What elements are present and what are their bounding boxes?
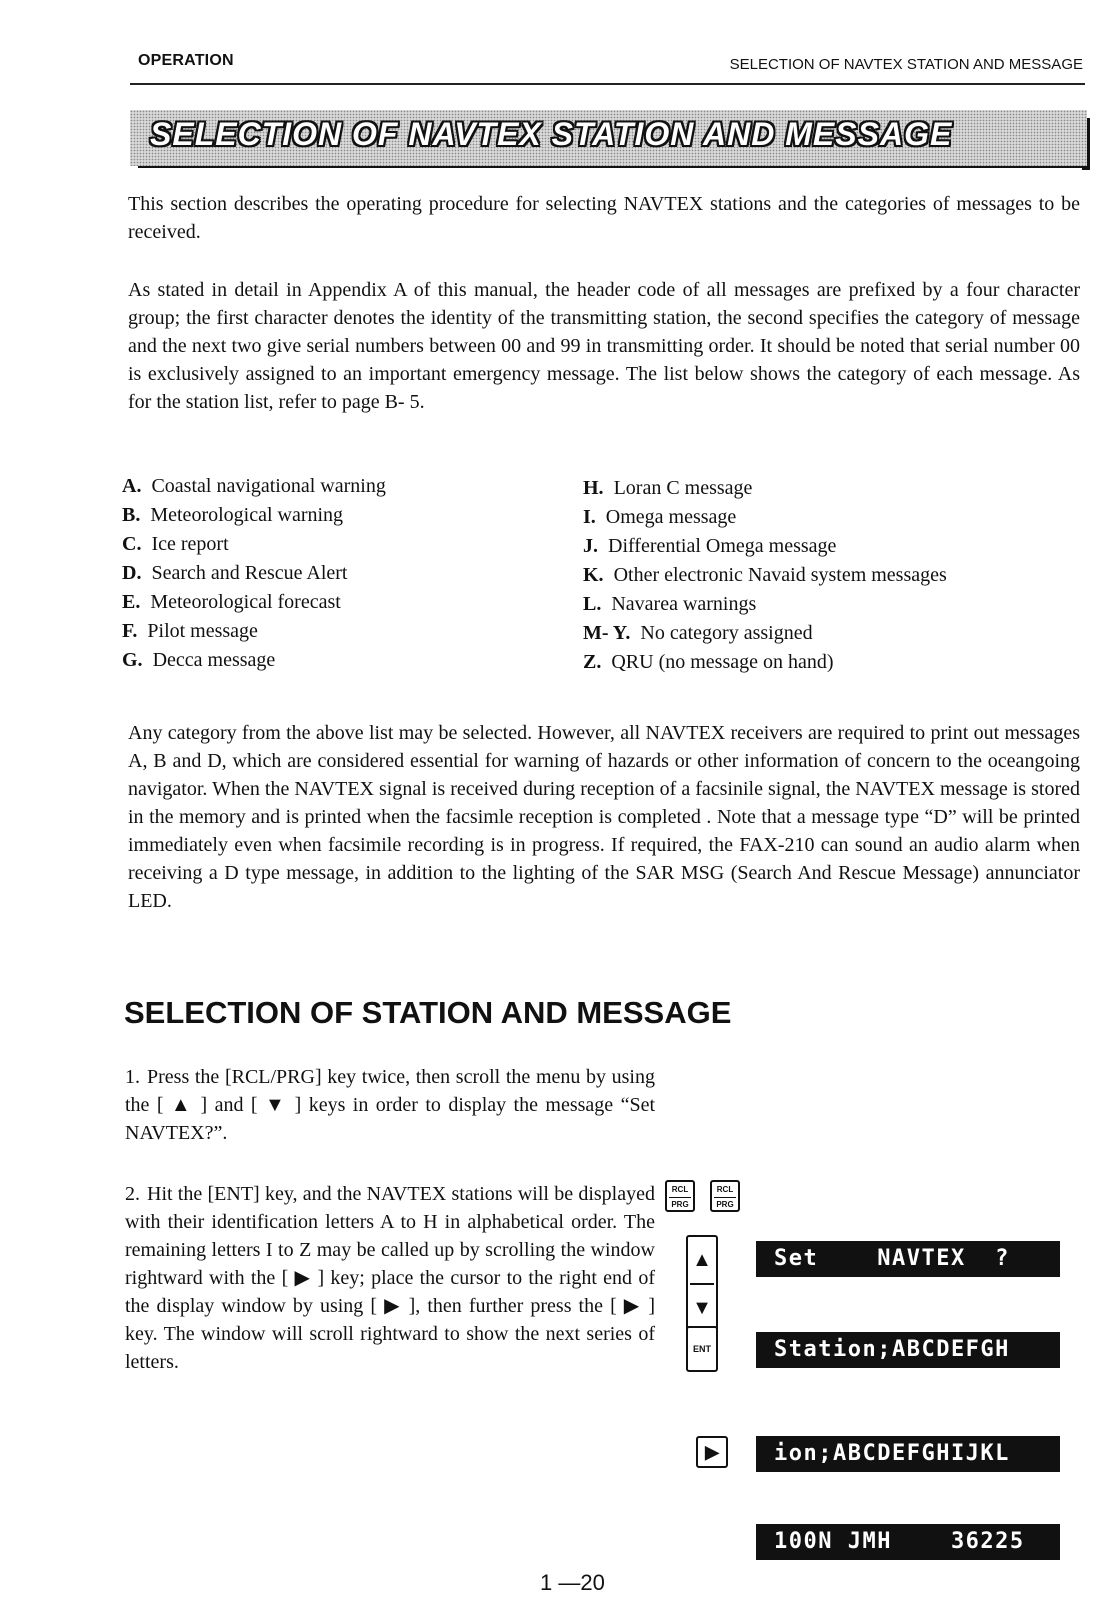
header-chapter-title: SELECTION OF NAVTEX STATION AND MESSAGE bbox=[729, 56, 1083, 73]
up-arrow-icon: ▲ bbox=[692, 1249, 712, 1271]
lcd-display-set-navtex: Set NAVTEX ? bbox=[756, 1241, 1060, 1277]
list-item: G. Decca message bbox=[122, 649, 276, 671]
list-item: J. Differential Omega message bbox=[583, 535, 837, 557]
section-heading: SELECTION OF STATION AND MESSAGE bbox=[124, 995, 732, 1030]
list-item: L. Navarea warnings bbox=[583, 593, 757, 615]
rcl-prg-key-icon: RCL PRG bbox=[665, 1180, 695, 1212]
ent-key-icon: ENT bbox=[686, 1326, 718, 1372]
intro-paragraph-2: As stated in detail in Appendix A of this manual, the header code of all messages are prefixed by a four character group; the first character denotes the identity of the transmitting station, the second specifies the category of message and the next two give serial numbers between 00 and 99 in transmitting order. It should be noted that serial number 00 is exclusively assigned to an important emergency message. The list below shows the category of each message. As for the station list, refer to page B- 5. bbox=[128, 279, 1080, 413]
list-item: H. Loran C message bbox=[583, 477, 753, 499]
header-rule bbox=[130, 83, 1085, 85]
banner-title: SELECTION OF NAVTEX STATION AND MESSAGE bbox=[150, 116, 953, 152]
list-item: E. Meteorological forecast bbox=[122, 591, 341, 613]
header-section-label: OPERATION bbox=[138, 52, 234, 69]
page-number: 1 —20 bbox=[540, 1570, 605, 1595]
lcd-display-scrolled: ion;ABCDEFGHIJKL bbox=[756, 1436, 1060, 1472]
lcd-display-station: Station;ABCDEFGH bbox=[756, 1332, 1060, 1368]
category-list-left bbox=[122, 472, 386, 675]
right-arrow-key-icon: ▶ bbox=[696, 1436, 728, 1468]
up-down-key-icon bbox=[686, 1235, 718, 1335]
step-1: 1. Press the [RCL/PRG] key twice, then scroll the menu by using the [ ▲ ] and [ ▼ ] keys in order to display the message “Set NAVTEX?”. bbox=[125, 1066, 655, 1144]
list-item: K. Other electronic Navaid system messages bbox=[583, 564, 947, 586]
category-list-right bbox=[583, 474, 947, 677]
intro-paragraph-1: This section describes the operating procedure for selecting NAVTEX stations and the categories of messages to be received. bbox=[128, 193, 1080, 243]
down-arrow-icon: ▼ bbox=[692, 1297, 712, 1319]
list-item: Z. QRU (no message on hand) bbox=[583, 651, 834, 673]
step-2: 2. Hit the [ENT] key, and the NAVTEX stations will be displayed with their identification letters A to H in alphabetical order. The remaining letters I to Z may be called up by scrolling the window rightward with the [ ▶ ] key; place the cursor to the right end of the display window by using [ ▶ ], then further press the [ ▶ ] key. The window will scroll rightward to show the next series of letters. bbox=[125, 1183, 655, 1373]
list-item: C. Ice report bbox=[122, 533, 229, 555]
category-rules-paragraph: Any category from the above list may be selected. However, all NAVTEX receivers are required to print out messages A, B and D, which are considered essential for warning of hazards or other information of concern to the oceangoing navigator. When the NAVTEX signal is received during reception of a facsinile signal, the NAVTEX message is stored in the memory and is printed when the facsimle reception is completed . Note that a message type “D” will be printed immediately even when facsimile recording is in progress. If required, the FAX-210 can sound an audio alarm when receiving a D type message, in addition to the lighting of the SAR MSG (Search And Rescue Message) annunciator LED. bbox=[128, 722, 1080, 912]
list-item: D. Search and Rescue Alert bbox=[122, 562, 348, 584]
list-item: F. Pilot message bbox=[122, 620, 258, 642]
list-item: B. Meteorological warning bbox=[122, 504, 344, 526]
list-item: M- Y. No category assigned bbox=[583, 622, 813, 644]
lcd-display-station-detail: 100N JMH 36225 bbox=[756, 1524, 1060, 1560]
rcl-prg-key-icon: RCL PRG bbox=[710, 1180, 740, 1212]
list-item: A. Coastal navigational warning bbox=[122, 475, 386, 497]
list-item: I. Omega message bbox=[583, 506, 737, 528]
